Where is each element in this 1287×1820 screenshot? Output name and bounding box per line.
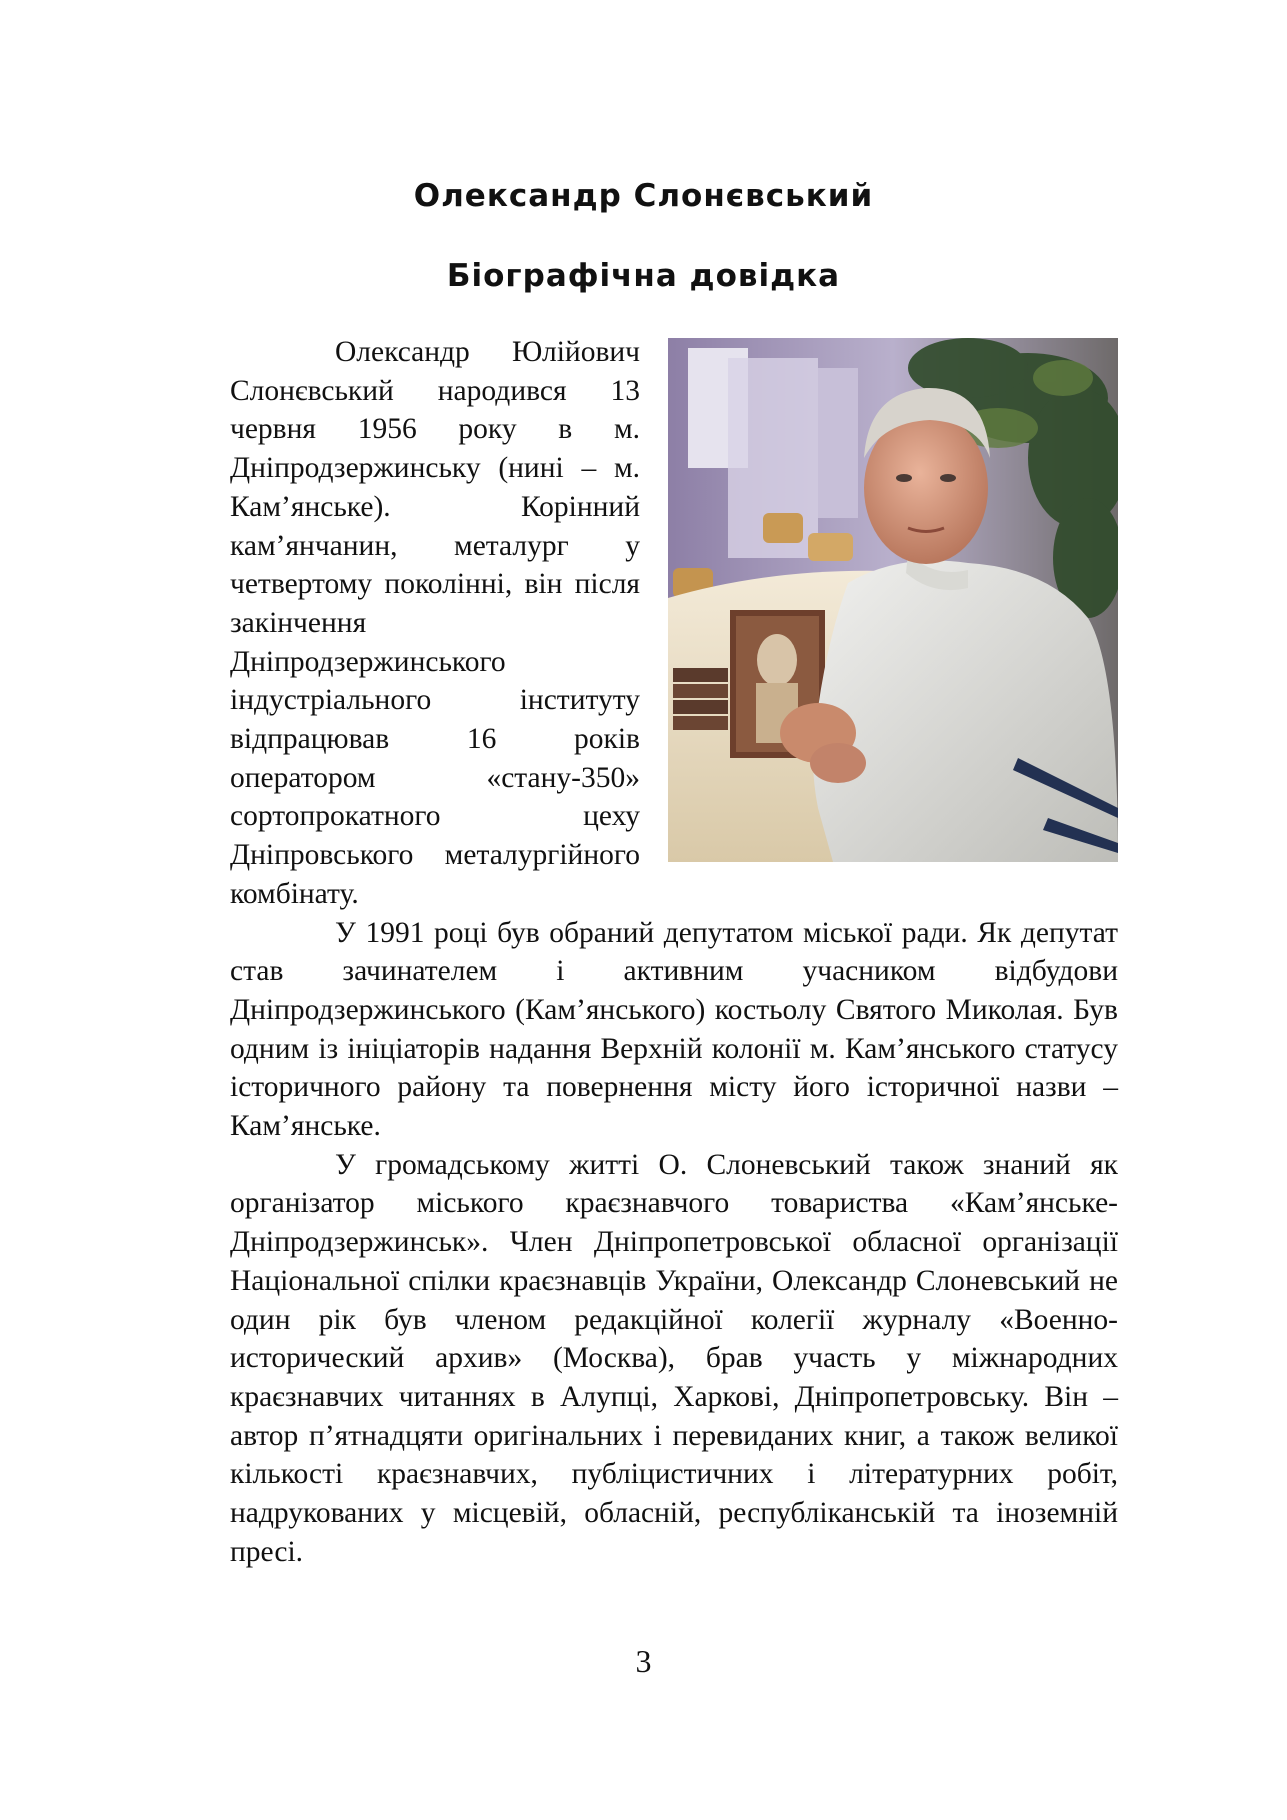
page-number: 3 [635, 1643, 652, 1679]
author-photo [668, 338, 1118, 862]
body-text [230, 333, 1118, 1572]
section-subtitle: Біографічна довідка [446, 258, 841, 294]
paragraph-2: У 1991 році був обраний депутатом міської ради. Як депутат став зачинателем і активним учасником відбудови Дніпродзержинського (Кам’янського) костьолу Святого Миколая. Був одним із ініціаторів надання Верхній колонії м. Кам’янського статусу історичного району та повернення місту його історичної назви – Кам’янське. [230, 916, 1118, 1143]
page-title: Олександр Слонєвський [413, 178, 874, 214]
paragraph-3: У громадському житті О. Слоневський також знаний як організатор міського краєзнавчого товариства «Кам’янське-Дніпродзержинськ». Член Дніпропетровської обласної організації Національної спілки краєзнавців України, Олександр Слоневський не один рік був членом редакційної колегії журналу «Военно-исторический архив» (Москва), брав участь у міжнародних краєзнавчих читаннях в Алупці, Харкові, Дніпропетровську. Він – автор п’ятнадцяти оригінальних і перевиданих книг, а також великої кількості краєзнавчих, публіцистичних і літературних робіт, надрукованих у місцевій, обласній, республіканській та іноземній пресі. [230, 1148, 1118, 1568]
paragraph-1: Олександр Юлійович Слонєвський народився 13 червня 1956 року в м. Дніпродзержинську (нині – м. Кам’янське). Корінний кам’янчанин, металург у четвертому поколінні, він після закінчення Дніпродзержинського індустріального інституту відпрацював 16 років оператором «стану-350» сортопрокатного цеху Дніпровського металургійного комбінату. [230, 336, 640, 910]
